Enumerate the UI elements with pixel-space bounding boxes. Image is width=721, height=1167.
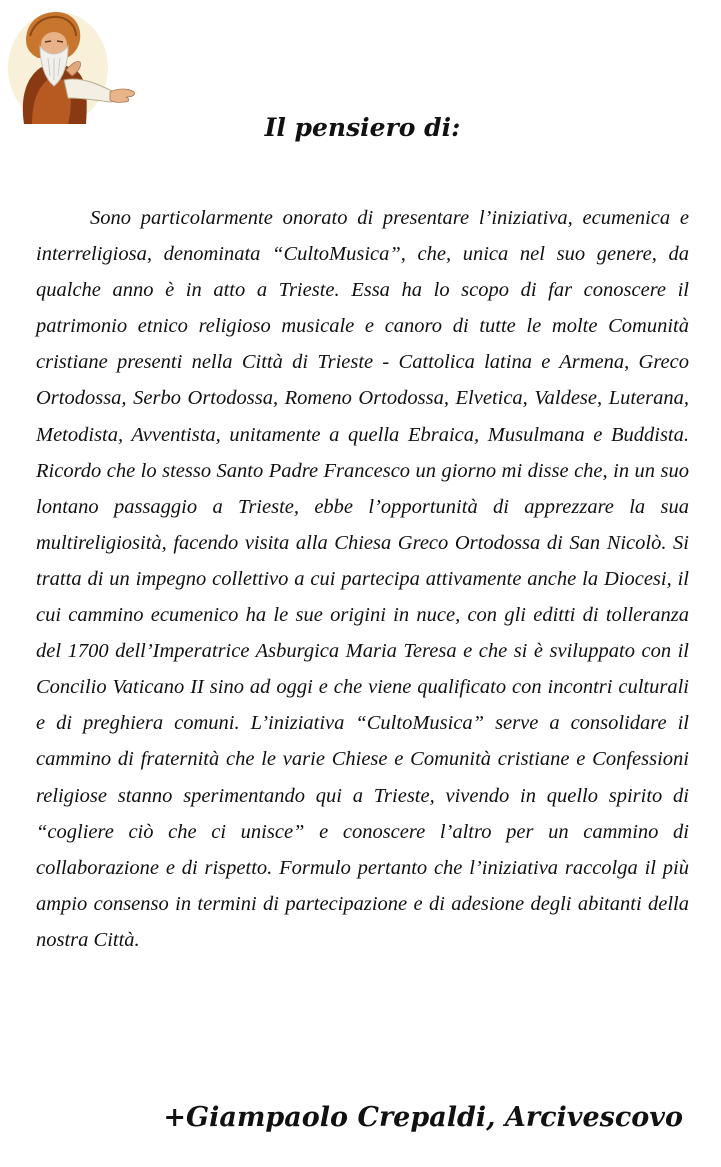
author-signature: +Giampaolo Crepaldi, Arcivescovo: [163, 1102, 683, 1133]
article-body: Sono particolarmente onorato di presentare l’iniziativa, ecumenica e interreligiosa, denominata “CultoMusica”, che, unica nel suo genere, da qualche anno è in atto a Trieste. Essa ha lo scopo di far conoscere il patrimonio etnico religioso musicale e canoro di tutte le molte Comunità cristiane presenti nella Città di Trieste - Cattolica latina e Armena, Greco Ortodossa, Serbo Ortodossa, Romeno Ortodossa, Elvetica, Valdese, Luterana, Metodista, Avventista, unitamente a quella Ebraica, Musulmana e Buddista. Ricordo che lo stesso Santo Padre Francesco un giorno mi disse che, in un suo lontano passaggio a Trieste, ebbe l’opportunità di apprezzare la sua multireligiosità, facendo visita alla Chiesa Greco Ortodossa di San Nicolò. Si tratta di un impegno collettivo a cui partecipa attivamente anche la Diocesi, il cui cammino ecumenico ha le sue origini in nuce, con gli editti di tolleranza del 1700 dell’Imperatrice Asburgica Maria Teresa e che si è sviluppato con il Concilio Vaticano II sino ad oggi e che viene qualificato con incontri culturali e di preghiera comuni. L’iniziativa “CultoMusica” serve a consolidare il cammino di fraternità che le varie Chiese e Comunità cristiane e Confessioni religiose stanno sperimentando qui a Trieste, vivendo in quello spirito di “cogliere ciò che ci unisce” e conoscere l’altro per un cammino di collaborazione e di rispetto. Formulo pertanto che l’iniziativa raccolga il più ampio consenso in termini di partecipazione e di adesione degli abitanti della nostra Città.: [36, 207, 689, 951]
page-title: Il pensiero di:: [264, 113, 461, 142]
